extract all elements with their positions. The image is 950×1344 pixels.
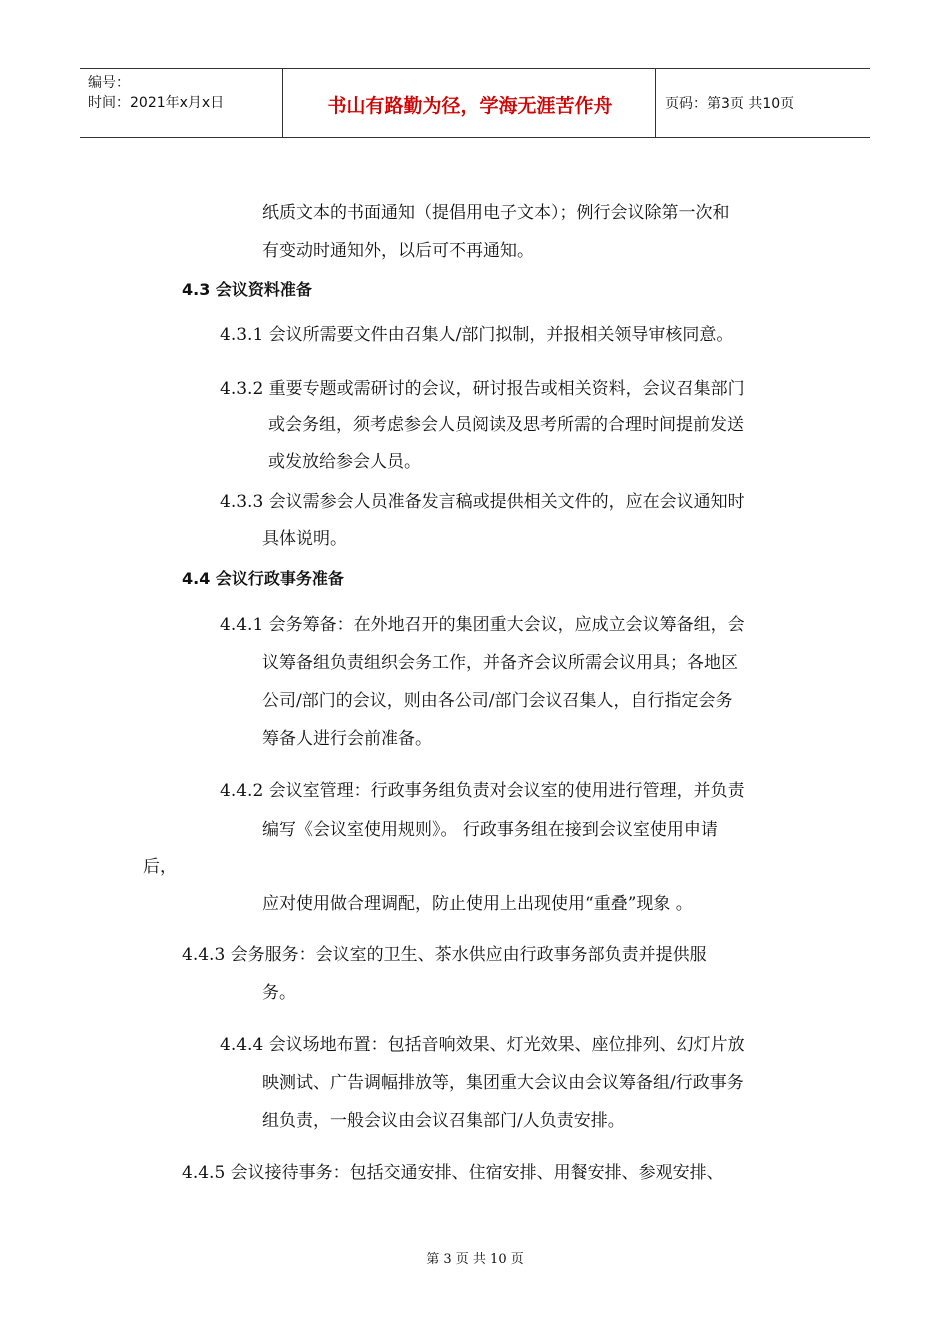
- paragraph-line: 编写《会议室使用规则》。 行政事务组在接到会议室使用申请: [262, 820, 718, 840]
- paragraph-line: 公司/部门的会议，则由各公司/部门会议召集人，自行指定会务: [262, 691, 733, 711]
- paragraph-line: 映测试、广告调幅排放等，集团重大会议由会议筹备组/行政事务: [262, 1073, 744, 1093]
- paragraph-line: 有变动时通知外，以后可不再通知。: [262, 241, 534, 261]
- paragraph-line: 4.3.3 会议需参会人员准备发言稿或提供相关文件的，应在会议通知时: [220, 492, 745, 512]
- paragraph-line: 纸质文本的书面通知（提倡用电子文本）；例行会议除第一次和: [262, 203, 730, 223]
- section-heading-4-4: 4.4 会议行政事务准备: [182, 569, 344, 588]
- paragraph-line: 4.4.3 会务服务：会议室的卫生、茶水供应由行政事务部负责并提供服: [182, 945, 707, 965]
- paragraph-line: 或会务组，须考虑参会人员阅读及思考所需的合理时间提前发送: [268, 415, 744, 435]
- paragraph-line: 后，: [143, 857, 177, 877]
- paragraph-line: 筹备人进行会前准备。: [262, 729, 432, 749]
- paragraph-line: 或发放给参会人员。: [268, 452, 421, 472]
- header-meta: [88, 73, 224, 113]
- paragraph-line: 4.3.2 重要专题或需研讨的会议，研讨报告或相关资料，会议召集部门: [220, 379, 745, 399]
- paragraph-line: 应对使用做合理调配，防止使用上出现使用“重叠”现象 。: [262, 894, 693, 914]
- header-page-number: 页码：第3页 共10页: [665, 96, 795, 112]
- header-divider: [655, 69, 656, 137]
- page-header: [80, 68, 870, 138]
- paragraph-line: 4.3.1 会议所需要文件由召集人/部门拟制，并报相关领导审核同意。: [220, 325, 734, 345]
- paragraph-line: 4.4.5 会议接待事务：包括交通安排、住宿安排、用餐安排、参观安排、: [182, 1163, 724, 1183]
- header-divider: [282, 69, 283, 137]
- paragraph-line: 组负责，一般会议由会议召集部门/人负责安排。: [262, 1111, 625, 1131]
- section-heading-4-3: 4.3 会议资料准备: [182, 280, 312, 299]
- paragraph-line: 具体说明。: [262, 529, 347, 549]
- page-footer: 第 3 页 共 10 页: [426, 1252, 524, 1267]
- paragraph-line: 4.4.2 会议室管理：行政事务组负责对会议室的使用进行管理，并负责: [220, 781, 745, 801]
- header-motto: 书山有路勤为径，学海无涯苦作舟: [327, 95, 613, 117]
- document-date: 时间：2021年x月x日: [88, 95, 225, 111]
- paragraph-line: 议筹备组负责组织会务工作，并备齐会议所需会议用具；各地区: [262, 653, 738, 673]
- paragraph-line: 务。: [262, 983, 296, 1003]
- paragraph-line: 4.4.1 会务筹备：在外地召开的集团重大会议，应成立会议筹备组，会: [220, 615, 745, 635]
- paragraph-line: 4.4.4 会议场地布置：包括音响效果、灯光效果、座位排列、幻灯片放: [220, 1035, 745, 1055]
- document-number-label: 编号：: [88, 75, 130, 91]
